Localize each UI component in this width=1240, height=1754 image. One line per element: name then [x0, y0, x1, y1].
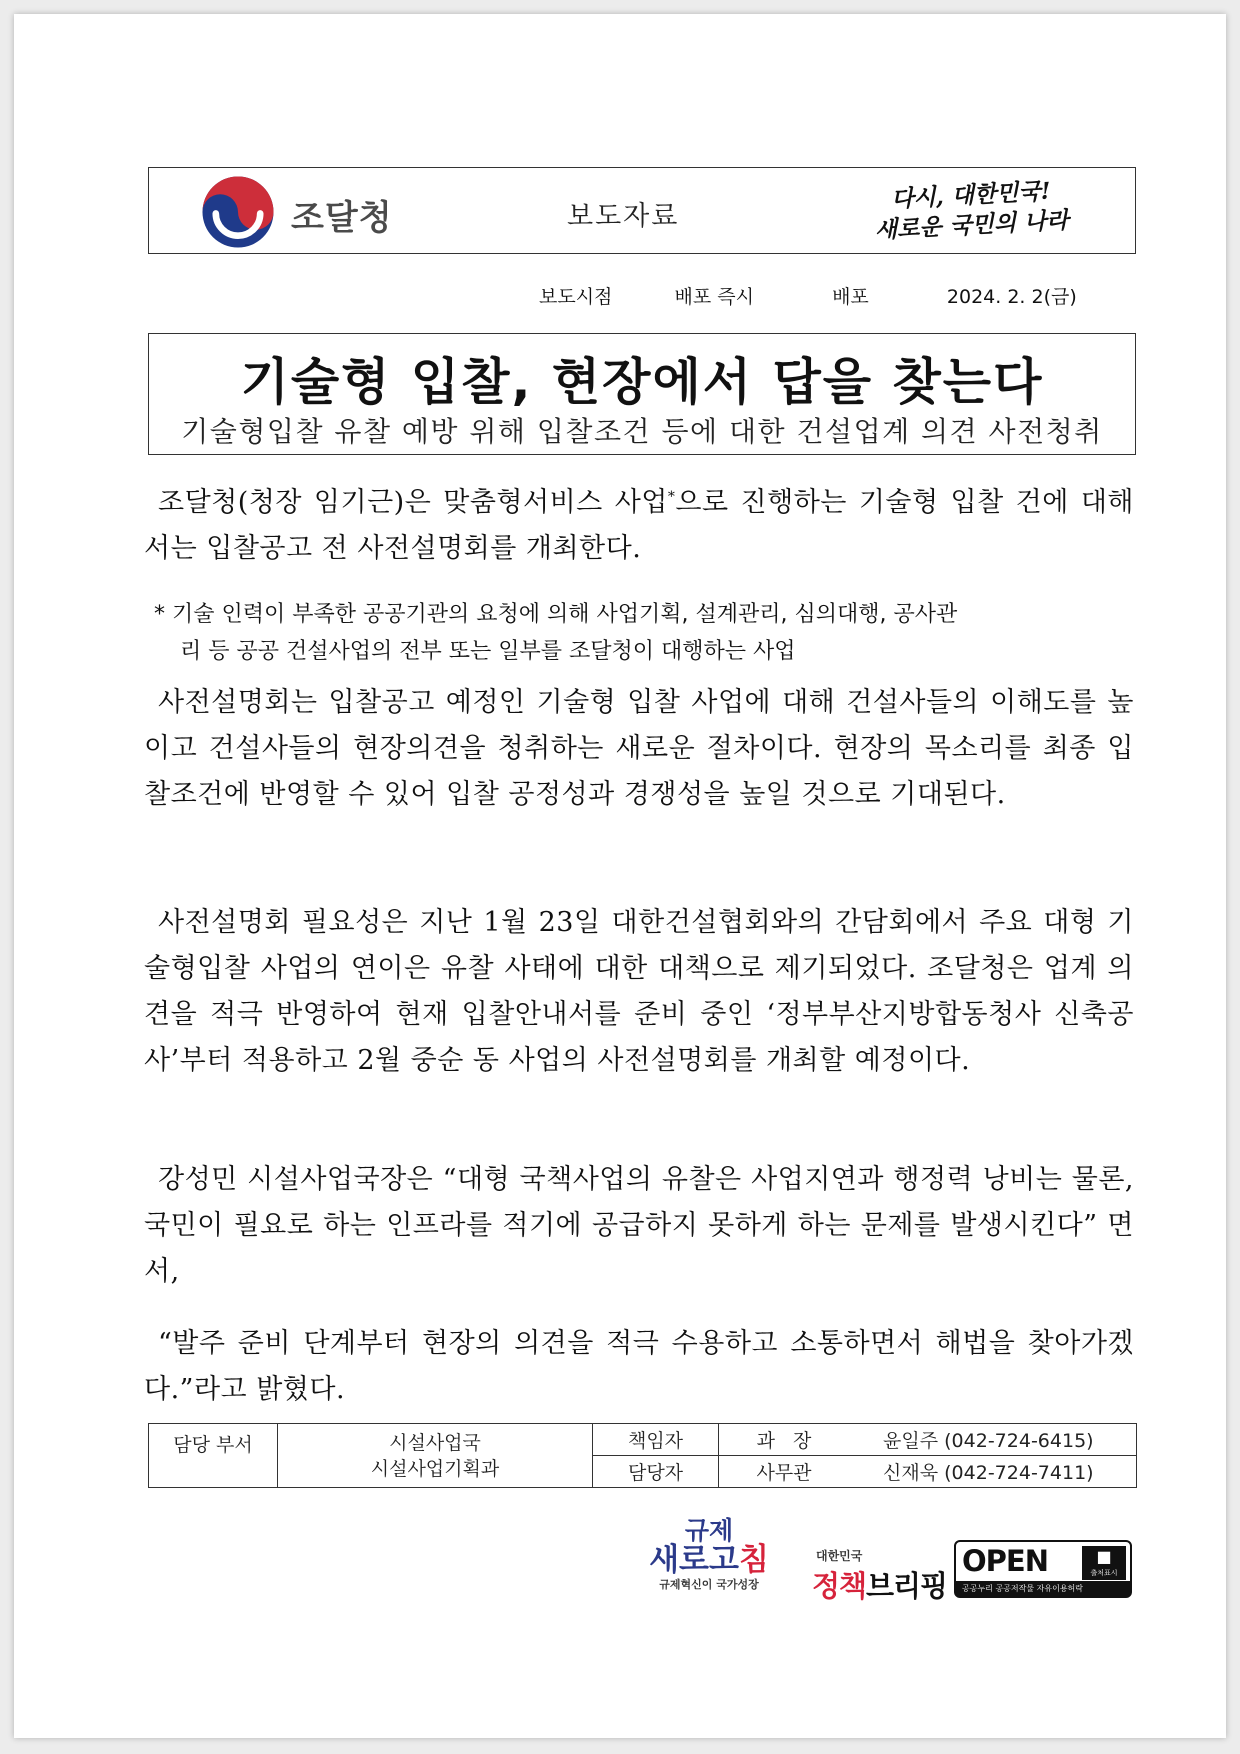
paragraph-3-text: 사전설명회 필요성은 지난 1월 23일 대한건설협회와의 간담회에서 주요 대형 기술형입찰 사업의 연이은 유찰 사태에 대한 대책으로 제기되었다. 조달청은 업계 의견을 적극 반영하여 현재 입찰안내서를 준비 중인 ‘정부부산지방합동청사 신축공사’부터 적용하고 2월 중순 동 사업의 사전설명회를 개최할 예정이다.: [144, 907, 1134, 1076]
paragraph-1-text-a: 조달청(청장 임기근)은 맞춤형서비스 사업: [158, 487, 668, 518]
person-icon: ■: [1096, 1547, 1112, 1566]
distribution-label: 배포: [832, 286, 869, 308]
contact-person-cell: [719, 1456, 1137, 1488]
regul-main-accent: 침: [738, 1542, 769, 1578]
headline-title: 기술형 입찰, 현장에서 답을 찾는다: [240, 353, 1044, 411]
paragraph-3: [144, 900, 1134, 1084]
dept-label: 담당 부서: [149, 1424, 278, 1488]
document-page: [14, 14, 1226, 1738]
position: 사무관: [756, 1462, 812, 1484]
agency-logo-text: 조달청: [291, 198, 393, 238]
regul-top-text: 규제: [684, 1516, 734, 1545]
regul-tagline: 규제혁신이 국가성장: [659, 1578, 759, 1591]
paragraph-1-text-b: 으로 진행하는 기술형 입찰 건에 대해서는 입찰공고 전 사전설명회를 개최한다.: [144, 487, 1134, 564]
policy-briefing-logo: [812, 1547, 952, 1617]
doc-type-label: 보도자료: [567, 201, 680, 232]
footnote-mark: *: [667, 489, 676, 505]
release-timing: 배포 즉시: [674, 286, 754, 308]
contact-person-cell: [719, 1424, 1137, 1456]
paragraph-5: [144, 1321, 1134, 1413]
brief-top-text: 대한민국: [816, 1549, 863, 1563]
person-contact: 신재욱 (042-724-7411): [883, 1462, 1094, 1484]
person-contact: 윤일주 (042-724-6415): [883, 1430, 1094, 1452]
regul-main-text: 새로고: [649, 1542, 739, 1578]
open-license-logo: [954, 1540, 1132, 1598]
open-license-strip: 공공누리 공공저작물 자유이용허락: [956, 1581, 1130, 1596]
release-label: 보도시점: [539, 286, 613, 308]
role-label: 책임자: [593, 1424, 719, 1456]
release-date: 2024. 2. 2(금): [946, 286, 1077, 308]
slogan: [873, 174, 1096, 245]
header-box: [148, 167, 1136, 254]
release-info: [539, 282, 1077, 309]
paragraph-4: [144, 1157, 1134, 1295]
taegeuk-logo-icon: [201, 175, 275, 249]
attribution-badge: [1082, 1546, 1126, 1580]
position: 과 장: [756, 1430, 812, 1452]
contact-row: [149, 1424, 1137, 1456]
division-name: 시설사업기획과: [370, 1457, 500, 1480]
slogan-line-1: 다시, 대한민국!: [890, 177, 1052, 213]
contact-table: [148, 1423, 1137, 1488]
open-word: OPEN: [962, 1544, 1048, 1578]
slogan-line-2: 새로운 국민의 나라: [874, 206, 1070, 244]
brief-main-accent: 정책: [812, 1569, 867, 1603]
role-label: 담당자: [593, 1456, 719, 1488]
dept-name: [278, 1424, 593, 1488]
regulation-reform-logo: [634, 1516, 784, 1609]
paragraph-2-text: 사전설명회는 입찰공고 예정인 기술형 입찰 사업에 대해 건설사들의 이해도를 높이고 건설사들의 현장의견을 청취하는 새로운 절차이다. 현장의 목소리를 최종 입찰조건에 반영할 수 있어 입찰 공정성과 경쟁성을 높일 것으로 기대된다.: [144, 687, 1134, 810]
paragraph-2: [144, 680, 1134, 818]
paragraph-4-text: 강성민 시설사업국장은 “대형 국책사업의 유찰은 사업지연과 행정력 낭비는 물론, 국민이 필요로 하는 인프라를 적기에 공급하지 못하게 하는 문제를 발생시킨다” 면서,: [144, 1164, 1134, 1287]
brief-main-text: 브리핑: [866, 1569, 948, 1603]
bureau-name: 시설사업국: [389, 1431, 481, 1454]
headline-subtitle: 기술형입찰 유찰 예방 위해 입찰조건 등에 대한 건설업계 의견 사전청취: [181, 415, 1103, 448]
attribution-label: 출처표시: [1090, 1569, 1118, 1577]
headline-box: [148, 333, 1136, 455]
footnote-line-2: 리 등 공공 건설사업의 전부 또는 일부를 조달청이 대행하는 사업: [180, 639, 796, 664]
paragraph-5-text: “발주 준비 단계부터 현장의 의견을 적극 수용하고 소통하면서 해법을 찾아가겠다.”라고 밝혔다.: [144, 1328, 1134, 1405]
paragraph-1: [144, 474, 1134, 572]
footnote-line-1: * 기술 인력이 부족한 공공기관의 요청에 의해 사업기획, 설계관리, 심의대행, 공사관: [154, 602, 958, 627]
footnote: [154, 596, 1134, 670]
